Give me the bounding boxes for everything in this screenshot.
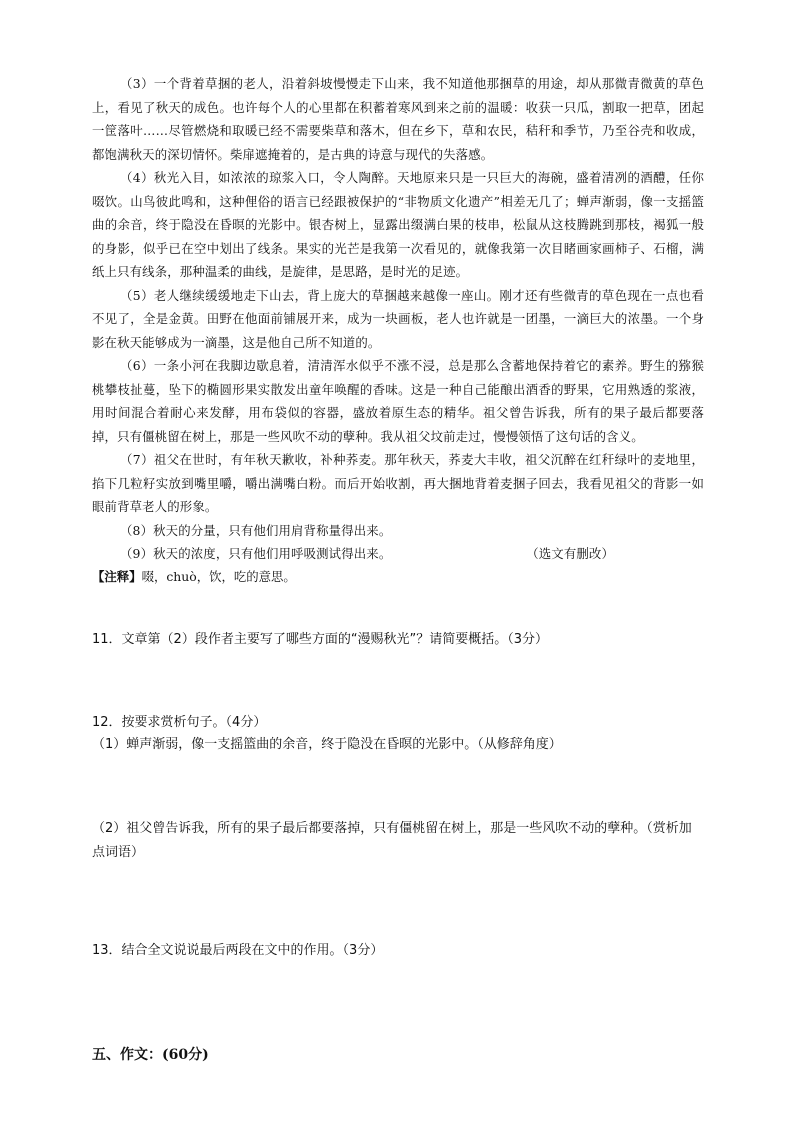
question-12: 12．按要求赏析句子。（4分） xyxy=(92,715,267,730)
reading-passage xyxy=(92,72,704,588)
question-12-part-2: （2）祖父曾告诉我，所有的果子最后都要落掉，只有僵桃留在树上，那是一些风吹不动的孽种。（赏析加点词语） xyxy=(92,821,692,860)
source-note: （选文有删改） xyxy=(526,546,614,561)
question-11: 11．文章第（2）段作者主要写了哪些方面的“漫赐秋光”？请简要概括。（3分） xyxy=(92,632,549,647)
annotation-text: 啜，chuò，饮，吃的意思。 xyxy=(141,568,296,584)
paragraph-7: （7）祖父在世时，有年秋天歉收，补种荞麦。那年秋天，荞麦大丰收，祖父沉醉在红秆绿叶的麦地里，掐下几粒籽实放到嘴里嚼，嚼出满嘴白粉。而后开始收割，再大捆地背着麦捆子回去，我看见祖父的背影一如眼前背草老人的形象。 xyxy=(92,452,704,514)
annotation xyxy=(92,566,704,588)
paragraph-5: （5）老人继续缓缓地走下山去，背上庞大的草捆越来越像一座山。刚才还有些微青的草色现在一点也看不见了，全是金黄。田野在他面前铺展开来，成为一块画板，老人也许就是一团墨，一滴巨大的浓墨。一个身影在秋天能够成为一滴墨，这是他自己所不知道的。 xyxy=(92,287,704,350)
paragraph-9-line xyxy=(92,542,704,566)
question-12-part-1: （1）蝉声渐弱，像一支摇篮曲的余音，终于隐没在昏暝的光影中。（从修辞角度） xyxy=(92,737,562,752)
paragraph-9: （9）秋天的浓度，只有他们用呼吸测试得出来。 xyxy=(120,546,392,561)
paragraph-6: （6）一条小河在我脚边歇息着，清清浑水似乎不涨不浸，总是那么含蓄地保持着它的素养。野生的猕猴桃攀枝扯蔓，坠下的椭圆形果实散发出童年唤醒的香味。这是一种自己能酿出酒香的野果，它用熟透的浆液，用时间混合着耐心来发酵，用布袋似的容器，盛放着原生态的精华。祖父曾告诉我，所有的果子最后都要落掉，只有僵桃留在树上，那是一些风吹不动的孽种。我从祖父坟前走过，慢慢领悟了这句话的含义。 xyxy=(92,358,704,444)
annotation-label: 【注释】 xyxy=(92,568,142,584)
paragraph-3: （3）一个背着草捆的老人，沿着斜坡慢慢走下山来，我不知道他那捆草的用途，却从那微青微黄的草色上，看见了秋天的成色。也许每个人的心里都在积蓄着寒风到来之前的温暖：收获一只瓜，割取一把草，团起一筐落叶……尽管燃烧和取暖已经不需要柴草和落木，但在乡下，草和农民，秸秆和季节，乃至谷壳和收成，都饱满秋天的深切情怀。柴扉遮掩着的，是古典的诗意与现代的失落感。 xyxy=(92,76,704,162)
composition-section-heading: 五、作文：(60分) xyxy=(92,1047,209,1063)
paragraph-8: （8）秋天的分量，只有他们用肩背称量得出来。 xyxy=(120,522,392,538)
question-13: 13．结合全文说说最后两段在文中的作用。（3分） xyxy=(92,943,384,958)
paragraph-4: （4）秋光入目，如浓浓的琼浆入口，令人陶醉。天地原来只是一只巨大的海碗，盛着清冽的酒醴，任你啜饮。山鸟彼此鸣和，这种俚俗的语言已经跟被保护的“非物质文化遗产”相差无几了；蝉声渐弱，像一支摇篮曲的余音，终于隐没在昏暝的光影中。银杏树上，显露出缀满白果的枝串，松鼠从这枝腾跳到那枝，褐狐一般的身影，似乎已在空中划出了线条。果实的光芒是我第一次看见的，就像我第一次目睹画家画柿子、石榴，满纸上只有线条，那种温柔的曲线，是旋律，是思路，是时光的足迹。 xyxy=(92,170,704,279)
